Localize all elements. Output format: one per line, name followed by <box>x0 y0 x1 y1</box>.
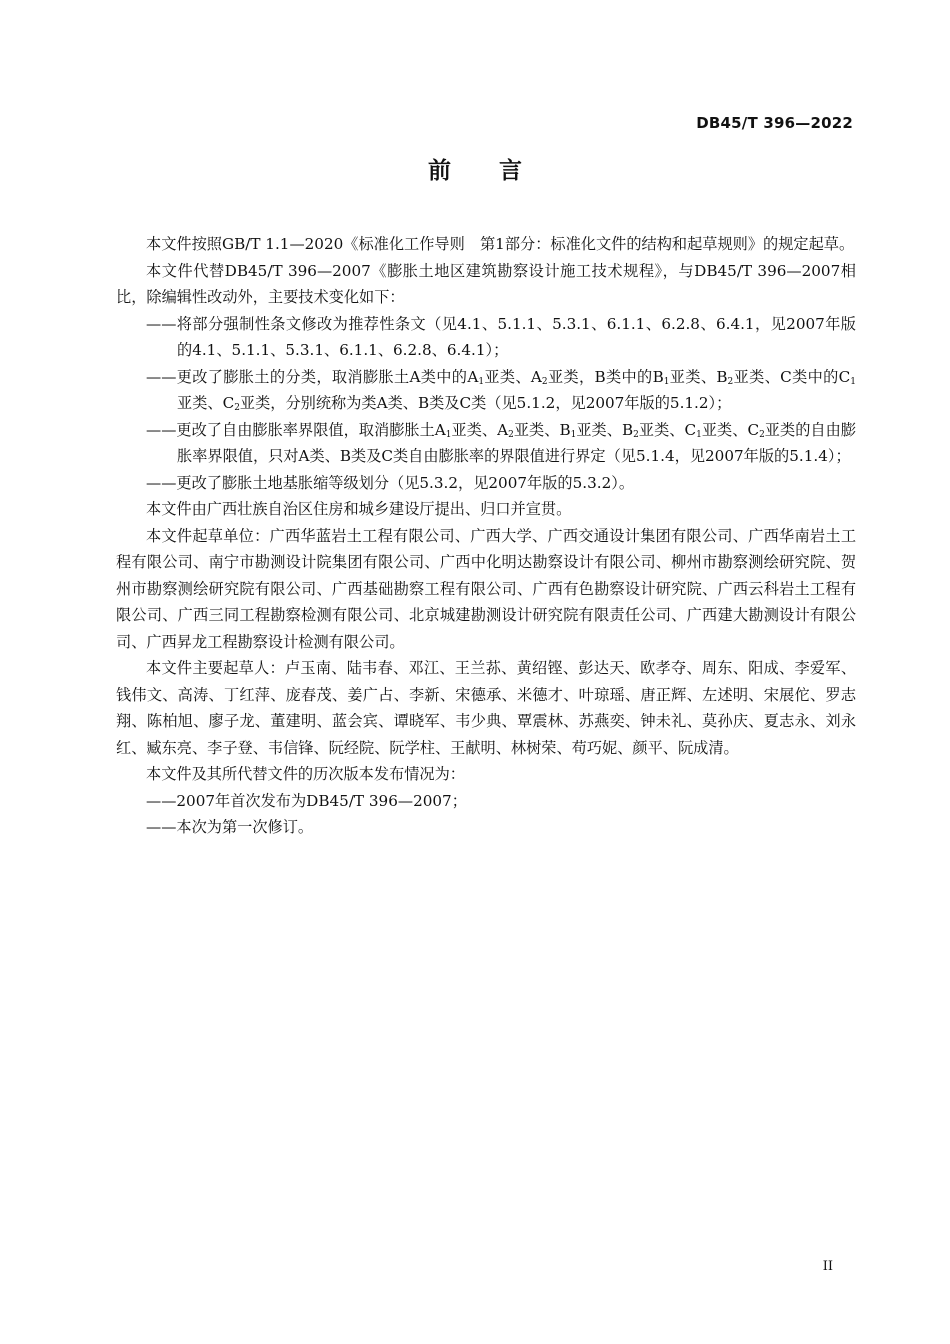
document-body <box>116 231 856 841</box>
change-item-4: ——更改了膨胀土地基胀缩等级划分（见5.3.2，见2007年版的5.3.2）。 <box>146 473 635 492</box>
title-char-1: 前 <box>428 158 451 184</box>
history-item-1: ——2007年首次发布为DB45/T 396—2007； <box>146 791 467 810</box>
paragraph-drafters: 本文件主要起草人：卢玉南、陆韦春、邓江、王兰荪、黄绍铿、彭达天、欧孝夺、周东、阳成、李爱军、钱伟文、高涛、丁红萍、庞春茂、姜广占、李新、宋德承、米德才、叶琼瑶、唐正辉、左述明、宋展佗、罗志翔、陈柏旭、廖子龙、董建明、蓝会宾、谭晓军、韦少典、覃震林、苏燕奕、钟未礼、莫孙庆、夏志永、刘永红、臧东亮、李子登、韦信锋、阮经院、阮学柱、王献明、林树荣、苟巧妮、颜平、阮成清。 <box>116 659 856 757</box>
paragraph-drafting-units: 本文件起草单位：广西华蓝岩土工程有限公司、广西大学、广西交通设计集团有限公司、广西华南岩土工程有限公司、南宁市勘测设计院集团有限公司、广西中化明达勘察设计有限公司、柳州市勘察测绘研究院、贺州市勘察测绘研究院有限公司、广西基础勘察工程有限公司、广西有色勘察设计研究院、广西云科岩土工程有限公司、广西三同工程勘察检测有限公司、北京城建勘测设计研究院有限责任公司、广西建大勘测设计有限公司、广西昇龙工程勘察设计检测有限公司。 <box>116 526 856 651</box>
document-code: DB45/T 396—2022 <box>696 114 853 132</box>
change-item-3: ——更改了自由膨胀率界限值，取消膨胀土$A_1$亚类、$A_2$亚类、$B_1$亚类、$B_2$亚类、$C_1$亚类、$C_2$亚类的自由膨胀率界限值，只对A类、B类及C类自由膨胀率的界限值进行界定（见5.1.4，见2007年版的5.1.4）； <box>146 420 856 465</box>
change-item-2: ——更改了膨胀土的分类，取消膨胀土A类中的$A_1$亚类、$A_2$亚类，B类中的$B_1$亚类、$B_2$亚类、C类中的$C_1$亚类、$C_2$亚类，分别统称为类A类、B类及C类（见5.1.2，见2007年版的5.1.2）； <box>146 367 856 413</box>
page-title <box>0 152 950 185</box>
history-item-2: ——本次为第一次修订。 <box>146 818 314 836</box>
paragraph-basis: 本文件按照GB/T 1.1—2020《标准化工作导则 第1部分：标准化文件的结构和起草规则》的规定起草。 <box>146 235 855 253</box>
paragraph-history: 本文件及其所代替文件的历次版本发布情况为： <box>146 765 465 783</box>
title-char-2: 言 <box>499 158 522 184</box>
change-item-1: ——将部分强制性条文修改为推荐性条文（见4.1、5.1.1、5.3.1、6.1.1、6.2.8、6.4.1，见2007年版的4.1、5.1.1、5.3.1、6.1.1、6.2.8、6.4.1）； <box>146 314 856 359</box>
paragraph-replacement: 本文件代替DB45/T 396—2007《膨胀土地区建筑勘察设计施工技术规程》，与DB45/T 396—2007相比，除编辑性改动外，主要技术变化如下： <box>116 261 856 306</box>
paragraph-proposer: 本文件由广西壮族自治区住房和城乡建设厅提出、归口并宣贯。 <box>146 500 572 518</box>
page-number: II <box>822 1259 833 1274</box>
